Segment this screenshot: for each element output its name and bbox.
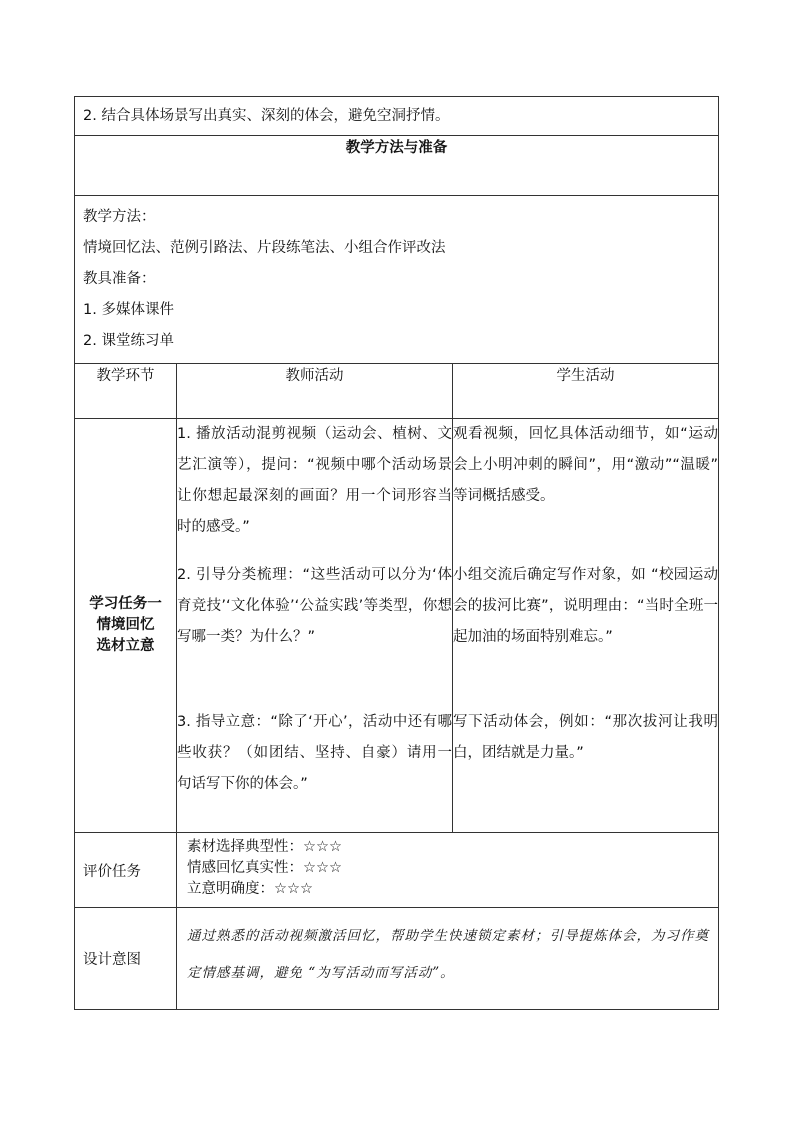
student-activity-cell [453,419,719,833]
evaluation-items [177,833,719,908]
goal-text: 2. 结合具体场景写出真实、深刻的体会，避免空洞抒情。 [83,108,450,124]
evaluation-label: 评价任务 [75,833,177,908]
prep-item: 2. 课堂练习单 [83,333,174,349]
prep-label: 教具准备： [83,271,156,287]
evaluation-item: 立意明确度：☆☆☆ [187,881,313,897]
evaluation-item: 情感回忆真实性：☆☆☆ [187,860,342,876]
section-header-row [75,136,719,196]
student-step-3: 写下活动体会，例如：“那次拔河让我明白，团结就是力量。” [453,714,719,761]
prep-item: 1. 多媒体课件 [83,302,174,318]
design-label: 设计意图 [75,908,177,1010]
evaluation-item: 素材选择典型性：☆☆☆ [187,839,342,855]
lesson-plan-table [74,96,719,1010]
design-intent-text: 通过熟悉的活动视频激活回忆，帮助学生快速锁定素材；引导提炼体会，为习作奠定情感基调，避免 “为写活动而写活动”。 [177,908,719,1010]
methods-label: 教学方法： [83,209,156,225]
methods-content: 情境回忆法、范例引路法、片段练笔法、小组合作评改法 [83,240,446,256]
teacher-step-1: 1. 播放活动混剪视频（运动会、植树、文艺汇演等），提问：“视频中哪个活动场景让你想起最深刻的画面？用一个词形容当时的感受。” [177,426,452,535]
methods-row [75,196,719,364]
goal-row [75,97,719,136]
task-label: 学习任务一 情境回忆 选材立意 [75,419,177,833]
column-header-phase: 教学环节 [75,364,177,419]
column-header-teacher: 教师活动 [177,364,453,419]
teacher-activity-cell [177,419,453,833]
design-row [75,908,719,1010]
student-step-1: 观看视频，回忆具体活动细节，如“运动会上小明冲刺的瞬间”，用“激动”“温暖” 等词概括感受。 [453,426,719,504]
column-header-student: 学生活动 [453,364,719,419]
teacher-step-2: 2. 引导分类梳理：“这些活动可以分为‘体育竞技’‘文化体验’‘公益实践’等类型，你想写哪一类？为什么？” [177,567,452,645]
task-row [75,419,719,833]
teacher-step-3: 3. 指导立意：“除了‘开心’，活动中还有哪些收获？（如团结、坚持、自豪）请用一句话写下你的体会。” [177,714,452,792]
student-step-2: 小组交流后确定写作对象，如 “校园运动会的拔河比赛”，说明理由：“当时全班一起加油的场面特别难忘。” [453,567,719,645]
section-title: 教学方法与准备 [75,136,719,196]
evaluation-row [75,833,719,908]
column-header-row [75,364,719,419]
